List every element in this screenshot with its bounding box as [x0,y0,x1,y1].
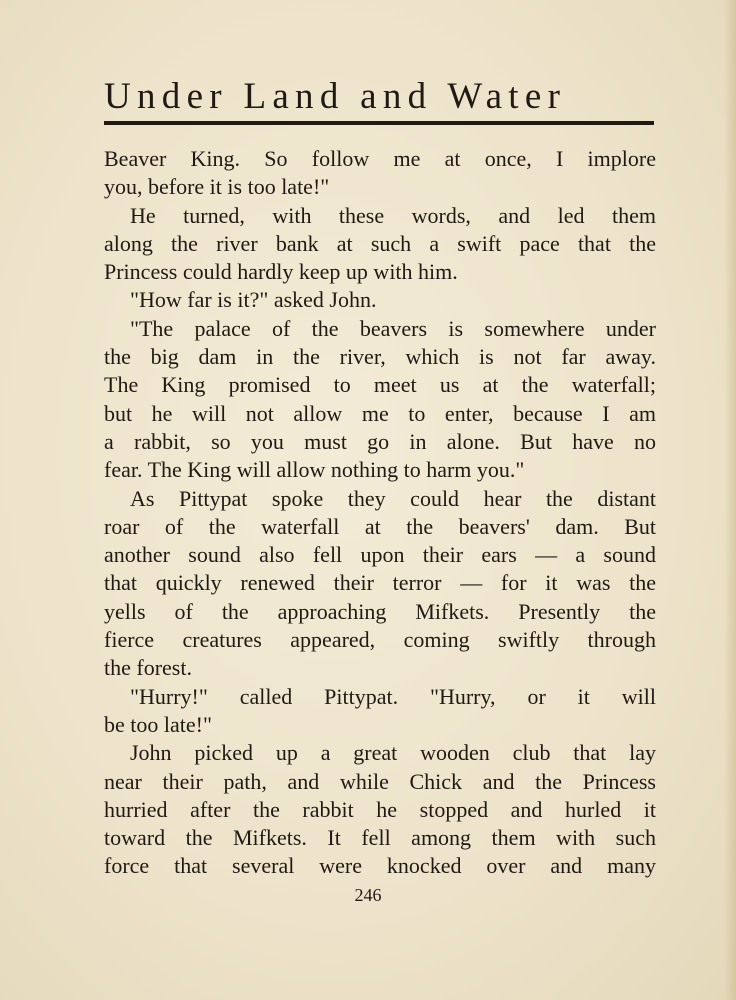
text-line: As Pittypat spoke they could hear the distant [130,485,656,511]
text-line: "How far is it?" asked John. [130,287,377,313]
text-line: but he will not allow me to enter, because I am [104,400,656,426]
text-line: near their path, and while Chick and the Princess [104,768,656,794]
page-number: 246 [354,885,382,905]
text-line: He turned, with these words, and led them [130,202,656,228]
header-rule [104,121,654,125]
text-line: you, before it is too late!" [104,174,330,200]
text-line: John picked up a great wooden club that lay [130,740,656,766]
text-line: a rabbit, so you must go in alone. But have no [104,428,656,454]
text-line: roar of the waterfall at the beavers' dam. But [104,513,656,539]
text-line: "Hurry!" called Pittypat. "Hurry, or it will [130,683,656,709]
text-line: fierce creatures appeared, coming swiftly through [104,627,656,653]
body-text [104,145,656,881]
text-line: the forest. [104,655,192,681]
text-line: yells of the approaching Mifkets. Presently the [104,598,656,624]
text-line: along the river bank at such a swift pace that the [104,230,656,256]
text-line: force that several were knocked over and many [104,853,656,879]
text-line: another sound also fell upon their ears — a sound [104,542,656,568]
text-line: that quickly renewed their terror — for it was the [104,570,656,596]
text-line: Beaver King. So follow me at once, I implore [104,146,656,171]
text-line: Princess could hardly keep up with him. [104,259,458,285]
text-line: be too late!" [104,711,212,737]
text-line: toward the Mifkets. It fell among them with such [104,825,656,851]
running-head: Under Land and Water [104,76,567,117]
text-line: hurried after the rabbit he stopped and hurled it [104,796,656,822]
text-line: fear. The King will allow nothing to harm you." [104,457,525,483]
text-line: the big dam in the river, which is not far away. [104,344,656,370]
text-line: "The palace of the beavers is somewhere under [130,315,656,341]
text-line: The King promised to meet us at the waterfall; [104,372,656,398]
